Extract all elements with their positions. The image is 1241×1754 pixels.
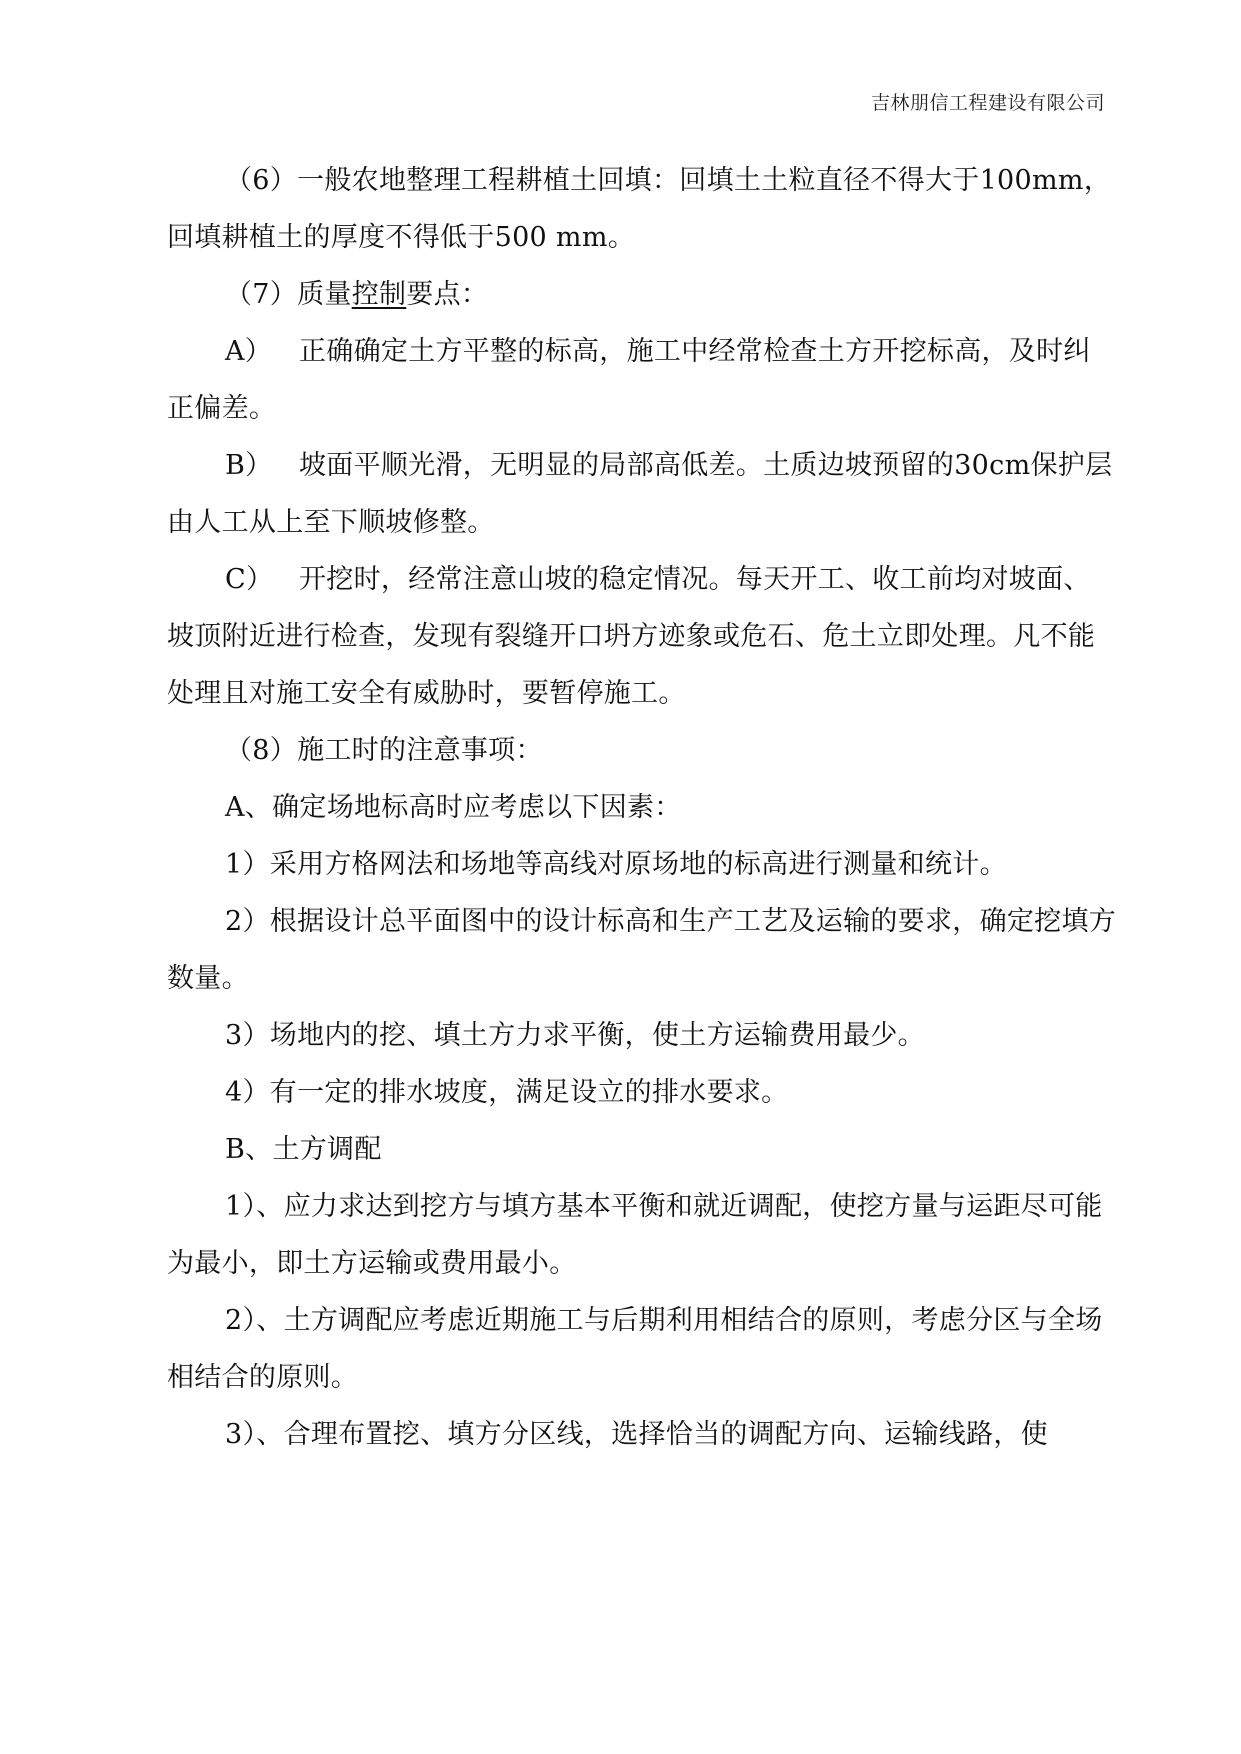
paragraph-factor-2: 2）根据设计总平面图中的设计标高和生产工艺及运输的要求，确定挖填方数量。 [167,906,1117,994]
item-label-a: A） [225,336,273,367]
quality-heading-underlined: 控制 [351,279,407,310]
document-body [167,152,1117,1463]
paragraph-a-elevation [167,323,1117,437]
paragraph-7-quality-control-heading [167,266,1117,323]
quality-heading-prefix: （7）质量 [225,279,352,310]
paragraph-factor-3: 3）场地内的挖、填土方力求平衡，使土方运输费用最少。 [225,1020,925,1051]
item-label-b: B） [225,450,273,481]
paragraph-c-excavation-safety [167,551,1117,722]
paragraph-8-precautions-heading: （8）施工时的注意事项： [225,735,543,766]
item-text-c: 开挖时，经常注意山坡的稳定情况。每天开工、收工前均对坡面、坡顶附近进行检查，发现有裂缝开口坍方迹象或危石、危土立即处理。凡不能处理且对施工安全有威胁时，要暂停施工。 [167,564,1096,709]
paragraph-allocation-2: 2）、土方调配应考虑近期施工与后期利用相结合的原则，考虑分区与全场相结合的原则。 [167,1305,1103,1393]
paragraph-a-site-elevation-factors: A、确定场地标高时应考虑以下因素： [225,792,682,823]
quality-heading-suffix: 要点： [406,279,489,310]
paragraph-6-farmland-backfill: （6）一般农地整理工程耕植土回填：回填土土粒直径不得大于100mm，回填耕植土的厚度不得低于500 mm。 [167,165,1112,253]
item-text-a: 正确确定土方平整的标高，施工中经常检查土方开挖标高，及时纠正偏差。 [167,336,1091,424]
paragraph-factor-1: 1）采用方格网法和场地等高线对原场地的标高进行测量和统计。 [225,849,1007,880]
paragraph-allocation-1: 1）、应力求达到挖方与填方基本平衡和就近调配，使挖方量与运距尽可能为最小，即土方运输或费用最小。 [167,1191,1103,1279]
paragraph-allocation-3: 3）、合理布置挖、填方分区线，选择恰当的调配方向、运输线路，使 [225,1419,1048,1450]
page-header-company: 吉林朋信工程建设有限公司 [870,92,1105,114]
paragraph-factor-4: 4）有一定的排水坡度，满足设立的排水要求。 [225,1077,789,1108]
paragraph-b-slope-surface [167,437,1117,551]
item-label-c: C） [225,564,274,595]
paragraph-b-earthwork-allocation: B、土方调配 [225,1134,382,1165]
item-text-b: 坡面平顺光滑，无明显的局部高低差。土质边坡预留的30cm保护层由人工从上至下顺坡修整。 [167,450,1113,538]
